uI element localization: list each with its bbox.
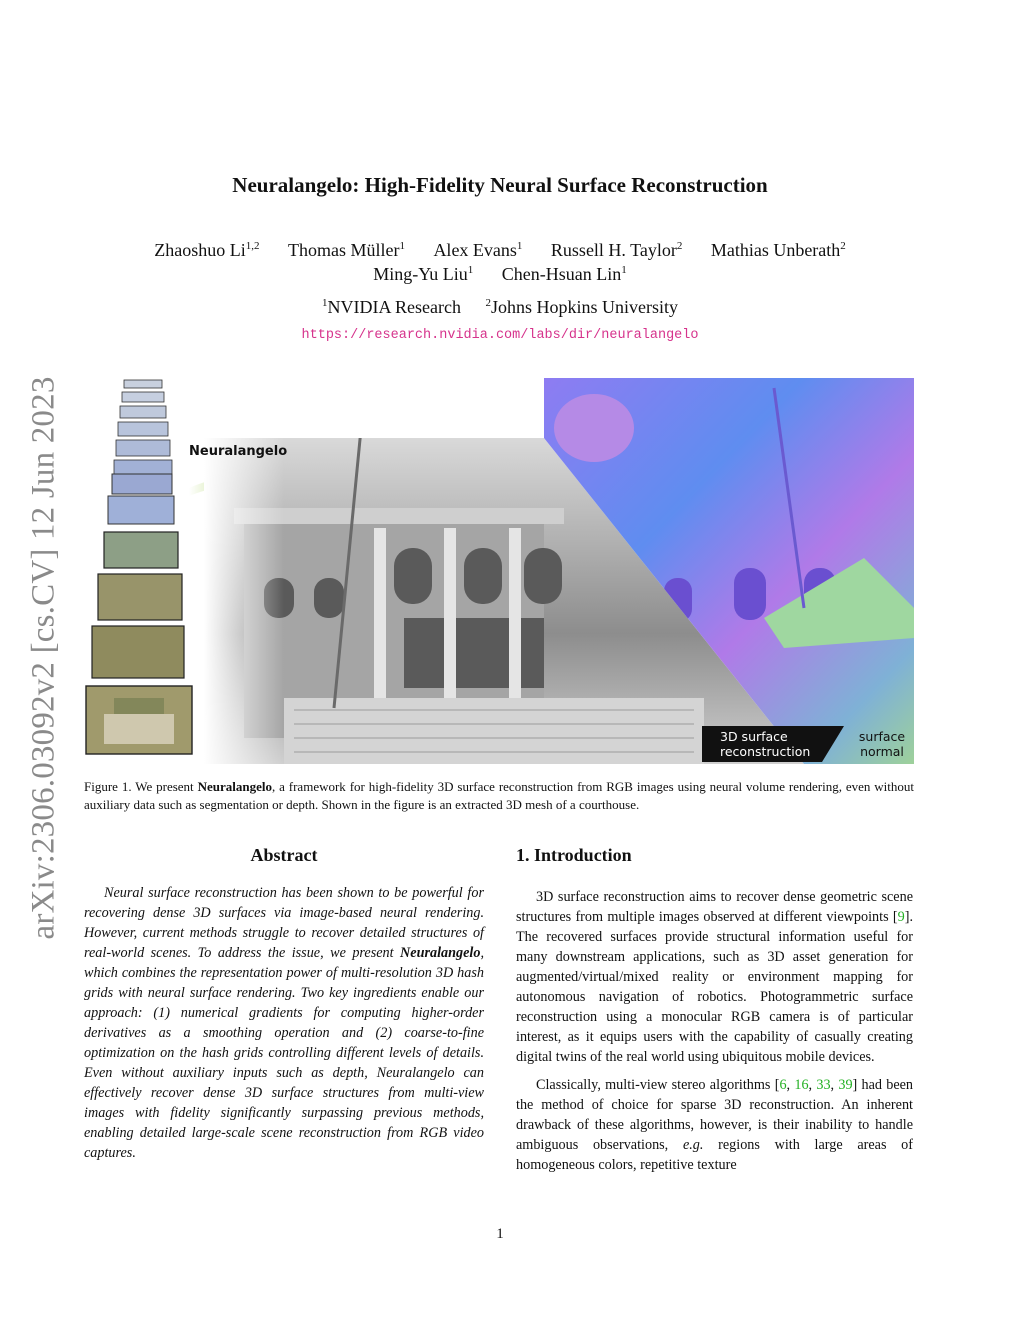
author: Alex Evans$^1$: [433, 240, 523, 260]
author: Thomas Müller$^1$: [287, 240, 405, 260]
page-number: 1: [496, 1226, 504, 1242]
author: Chen-Hsuan Lin$^1$: [501, 264, 627, 284]
intro-heading: 1. Introduction: [516, 845, 632, 865]
teaser-figure: [84, 378, 914, 764]
affiliation: $^1$NVIDIA Research: [322, 297, 461, 317]
author: Russell H. Taylor$^2$: [550, 240, 683, 260]
citation-link[interactable]: 33: [816, 1077, 831, 1093]
arxiv-sidebar: [16, 362, 72, 954]
arxiv-identifier: arXiv:2306.03092v2 [cs.CV] 12 Jun 2023: [25, 376, 62, 940]
courthouse-figure-graphic: [84, 378, 914, 764]
citation-link[interactable]: 6: [779, 1077, 787, 1093]
author: Ming-Yu Liu$^1$: [373, 264, 474, 284]
intro-paragraph-1: 3D surface reconstruction aims to recover dense geometric scene structures from multiple images observed at different viewpoints [9]. The recovered surfaces provide structural information useful for many downstream applications, such as 3D asset generation for augmented/virtual/mixed reality or environment mapping for autonomous navigation of robotics. Photogrammetric surface reconstruction using a monocular RGB camera is of particular interest, as it equips users with the capability of casually creating digital twins of the real world using ubiquitous mobile devices.: [516, 889, 913, 1065]
recon-label: 3D surface reconstruction: [720, 729, 811, 759]
input-image-stack: [86, 380, 192, 754]
citation-link[interactable]: 9: [897, 909, 905, 925]
abstract-body: Neural surface reconstruction has been shown to be powerful for recovering dense 3D surfaces via image-based neural rendering. However, current methods struggle to recover detailed structures of real-world scenes. To address the issue, we present Neuralangelo, which combines the representation power of multi-resolution 3D hash grids with neural surface rendering. Two key ingredients enable our approach: (1) numerical gradients for computing higher-order derivatives as a smoothing operation and (2) coarse-to-fine optimization on the hash grids controlling different levels of details. Even without auxiliary inputs such as depth, Neuralangelo can effectively recover dense 3D surface structures from multi-view images with fidelity significantly surpassing previous methods, enabling detailed large-scale scene reconstruction from RGB video captures.: [84, 885, 484, 1161]
paper-title: Neuralangelo: High-Fidelity Neural Surface Reconstruction: [232, 173, 768, 197]
affiliations: [0, 297, 1000, 318]
figure-caption: Figure 1. We present Neuralangelo, a framework for high-fidelity 3D surface reconstruction from RGB images using neural volume rendering, even without auxiliary data such as segmentation or depth. Shown in the figure is an extracted 3D mesh of a courthouse.: [84, 779, 915, 812]
abstract-heading: Abstract: [250, 845, 318, 865]
arrow-label: Neuralangelo: [189, 444, 288, 459]
citation-link[interactable]: 16: [794, 1077, 809, 1093]
author: Zhaoshuo Li$^{1,2}$: [154, 240, 260, 260]
author-line-2: [0, 264, 1000, 285]
intro-paragraph-2: Classically, multi-view stereo algorithms [6, 16, 33, 39] had been the method of choice for sparse 3D reconstruction. An inherent drawback of these algorithms, however, is their inability to handle ambiguous observations, e.g. regions with large areas of homogeneous colors, repetitive texture: [516, 1077, 914, 1173]
affiliation: $^2$Johns Hopkins University: [485, 297, 678, 317]
author-line-1: [0, 240, 1000, 261]
normal-label: surface normal: [858, 729, 906, 759]
intro-body: [516, 887, 913, 1183]
project-url-link[interactable]: https://research.nvidia.com/labs/dir/neuralangelo: [301, 328, 699, 343]
author: Mathias Unberath$^2$: [710, 240, 846, 260]
citation-link[interactable]: 39: [838, 1077, 853, 1093]
